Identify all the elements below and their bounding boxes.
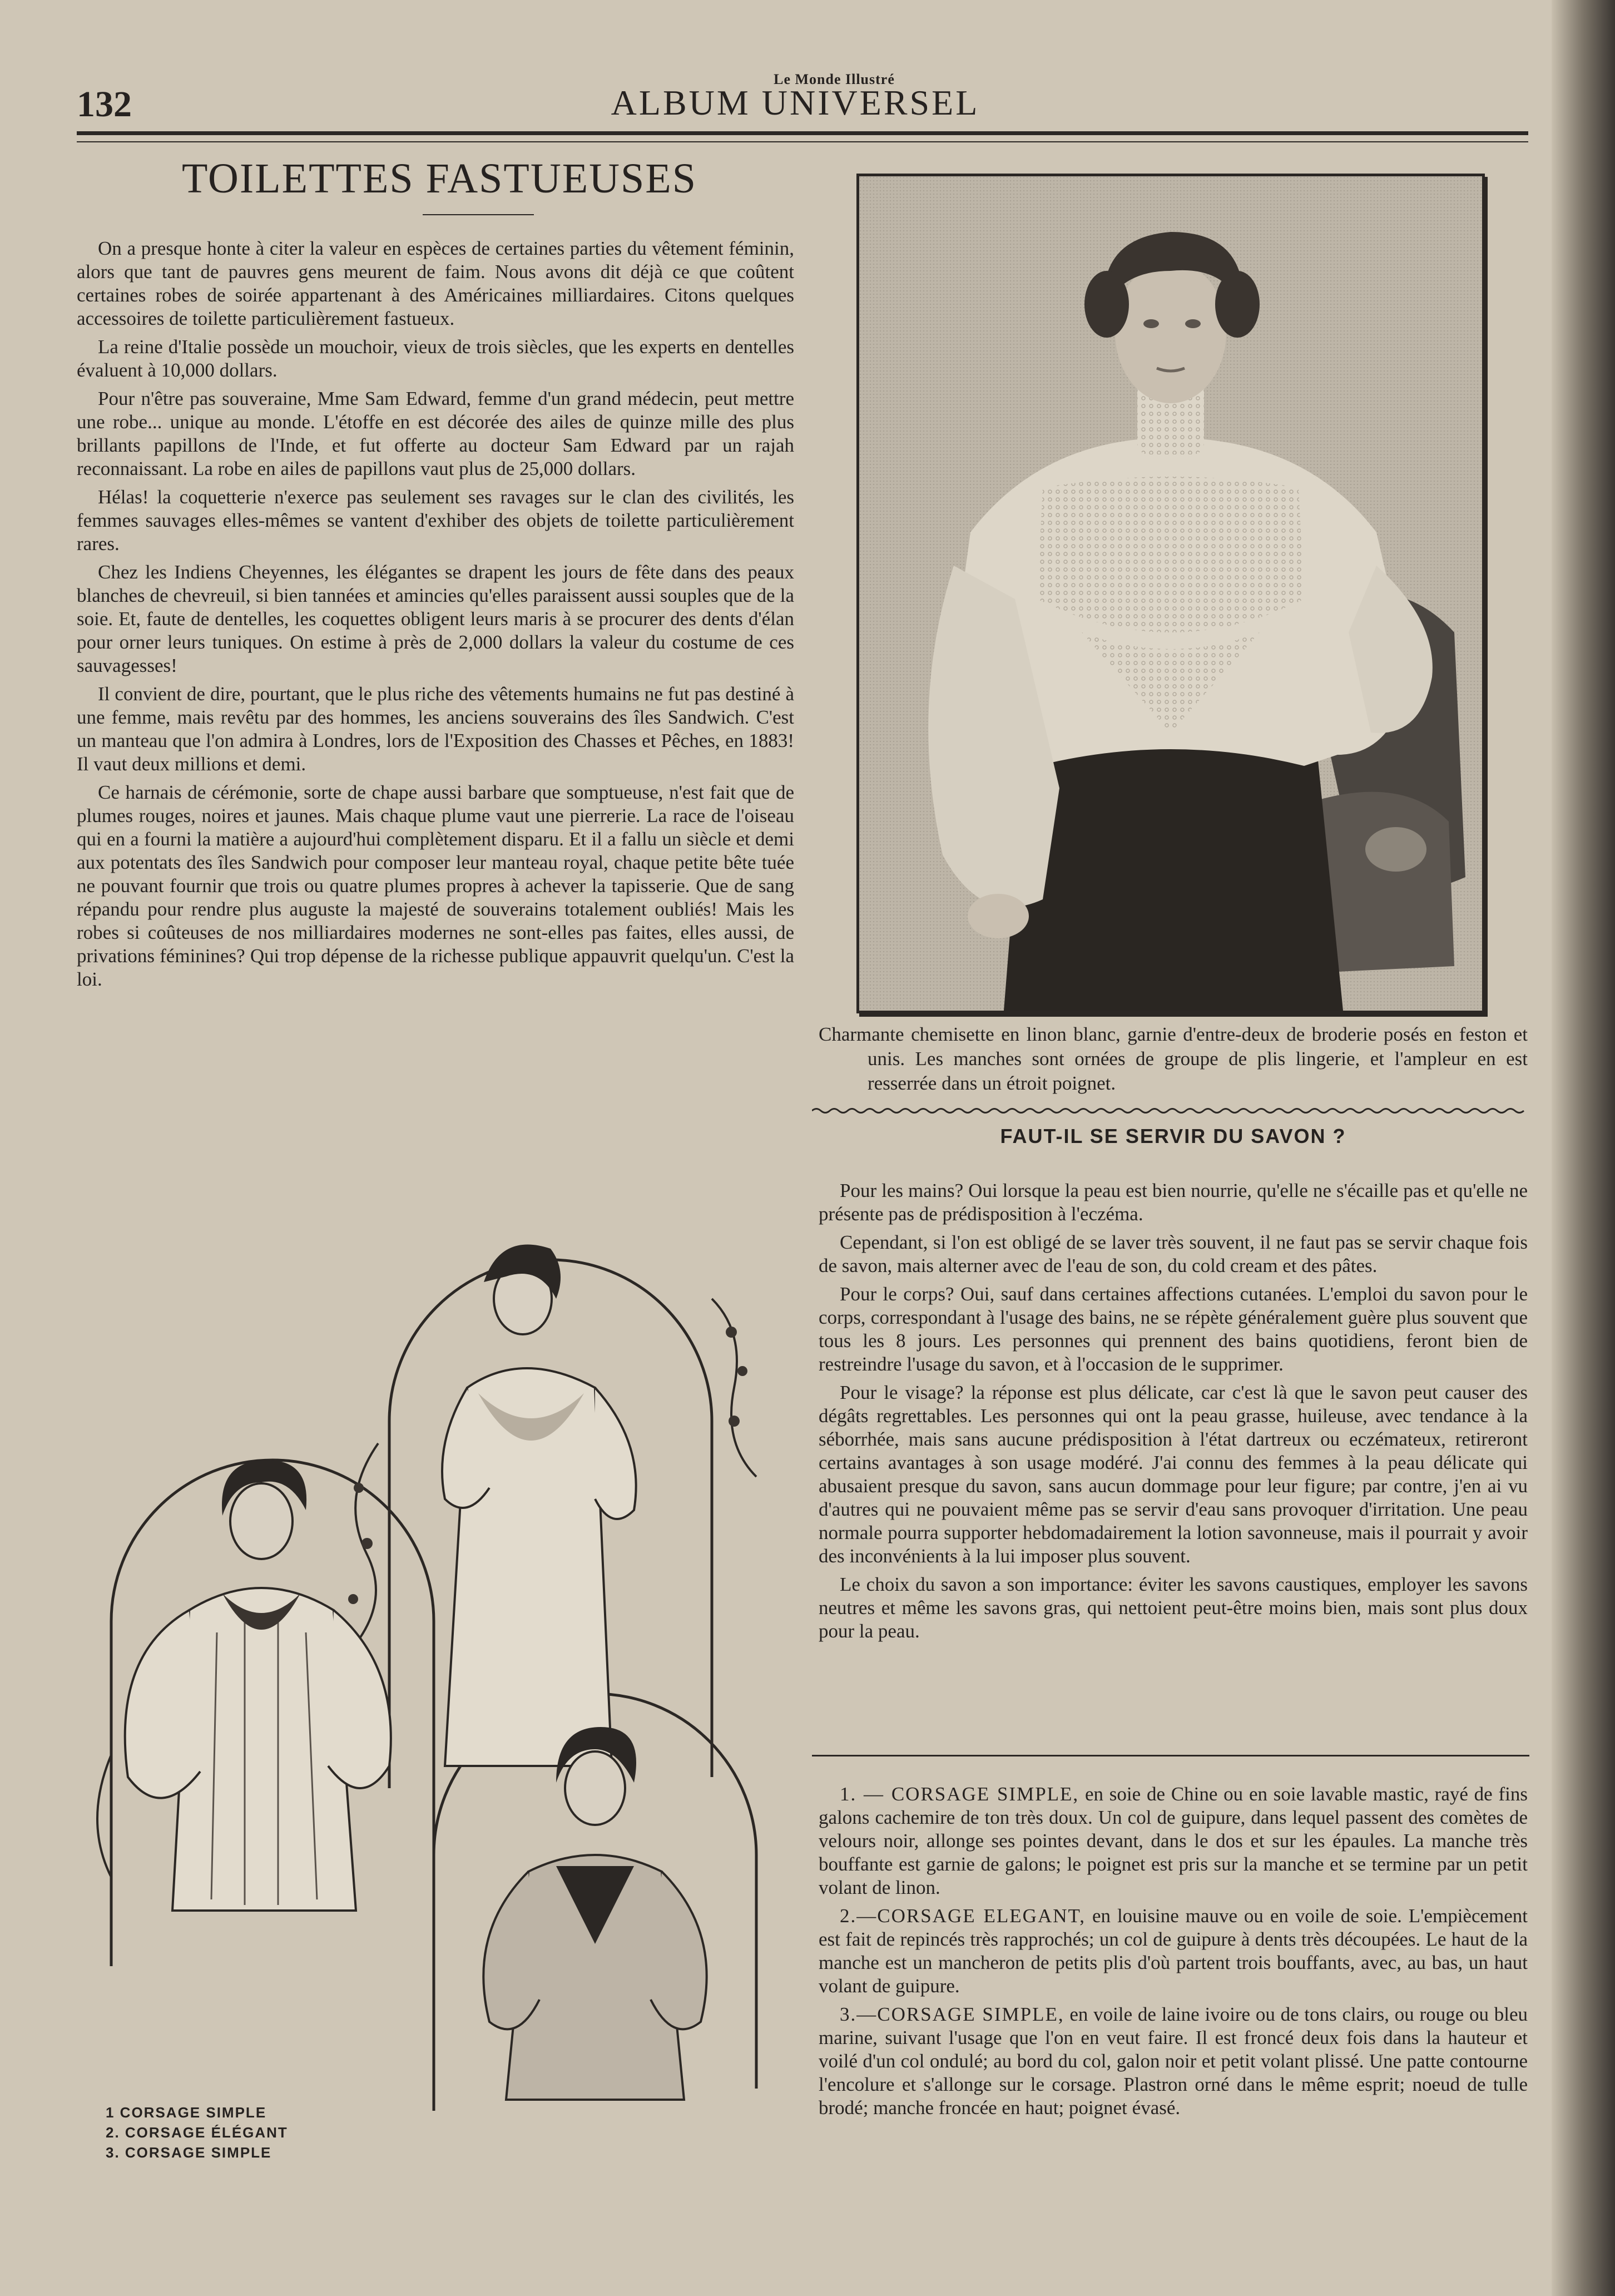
masthead-subtitle: Le Monde Illustré [774, 71, 895, 87]
fashion-illustration [78, 1132, 801, 2111]
section-divider [812, 1755, 1529, 1756]
title-underline [423, 214, 534, 215]
wavy-divider [812, 1107, 1529, 1115]
illustration-legend [106, 2102, 288, 2163]
savon-body [819, 1179, 1528, 1648]
header-rule-thin [77, 141, 1528, 142]
article-paragraph: Hélas! la coquetterie n'exerce pas seulement ses ravages sur le clan des civilités, les femmes sauvages elles-mêmes se vantent d'exhiber des objets de toilette particulièrement rares. [77, 486, 794, 555]
article-paragraph: Il convient de dire, pourtant, que le plus riche des vêtements humains ne fut pas destiné à une femme, mais revêtu par des hommes, les anciens souverains des îles Sandwich. C'est un manteau que l'on admira à Londres, lors de l'Exposition des Chasses et Pêches, en 1883! Il vaut deux millions et demi. [77, 683, 794, 775]
figure-corsage-1 [125, 1460, 391, 1911]
article-body [77, 237, 794, 996]
legend-item: 2. CORSAGE ÉLÉGANT [106, 2124, 288, 2141]
photo-caption-text: Charmante chemisette en linon blanc, garnie d'entre-deux de broderie posés en feston et unis. Les manches sont ornées de groupe de plis lingerie, et l'ampleur en est resserrée dans un étroit poignet. [819, 1023, 1528, 1094]
portrait-photo-image [859, 176, 1482, 1011]
portrait-photo [856, 174, 1485, 1013]
photo-caption [819, 1022, 1528, 1096]
article-paragraph: On a presque honte à citer la valeur en espèces de certaines parties du vêtement féminin, alors que tant de pauvres gens meurent de faim. Nous avons dit déjà ce que coûtent certaines robes de soirée appartenant à des Américaines milliardaires. Citons quelques accessoires de toilette particulièrement fastueux. [77, 237, 794, 329]
savon-paragraph: Pour le visage? la réponse est plus délicate, car c'est là que le savon peut causer des dégâts regrettables. Les personnes qui ont la peau grasse, huileuse, avec tendance à la séborrhée, mais sans aucune prédisposition à l'état dartreux ou eczémateux, retireront certains avantages à son usage modéré. J'ai connu des femmes à la peau délicate qui abusaient presque du savon, sans aucun dommage pour leur figure; par contre, j'en ai vu d'autres qui ne pouvaient même pas se servir d'eau sans provoquer d'irritation. Une peau normale pourra supporter hebdomadairement la lotion savonneuse, mais il pourrait y avoir des inconvénients à la lui imposer plus souvent. [819, 1382, 1528, 1567]
corsage-lead: 3.—CORSAGE SIMPLE, [840, 2003, 1064, 2025]
figure-corsage-3 [483, 1727, 706, 2100]
savon-paragraph: Pour le corps? Oui, sauf dans certaines affections cutanées. L'emploi du savon pour le corps, correspondant à l'usage des bains, ne se répète généralement guère plus souvent que tous les 8 jours. Les personnes qui prennent des bains quotidiens, feront bien de restreindre l'usage du savon, et à l'occasion de le supprimer. [819, 1283, 1528, 1375]
corsage-text: en louisine mauve ou en voile de soie. L'empiècement est fait de repincés très rapprochés; un col de guipure à dents très découpées. Le haut de la manche est un mancheron de petits plis d'où partent trois bouffants, avec, au bas, un haut volant de guipure. [819, 1905, 1528, 1997]
corsage-description [819, 1904, 1528, 1998]
corsage-lead: 1. — CORSAGE SIMPLE, [840, 1783, 1079, 1805]
corsages-body [819, 1783, 1528, 2125]
corsage-text: en voile de laine ivoire ou de tons clairs, ou rouge ou bleu marine, suivant l'usage que l'on en veut faire. Il est froncé deux fois dans la hauteur et voilé d'un col ondulé; au bord du col, galon noir et petit volant plissé. Une patte contourne l'encolure et s'allonge sur le corsage. Plastron orné dans le même esprit; noeud de tulle brodé; manche froncée en haut; poignet évasé. [819, 2003, 1528, 2119]
legend-item: 3. CORSAGE SIMPLE [106, 2144, 272, 2161]
corsage-description [819, 1783, 1528, 1899]
page-gutter-shadow [1552, 0, 1615, 2296]
legend-item: 1 CORSAGE SIMPLE [106, 2104, 267, 2121]
article-paragraph: Chez les Indiens Cheyennes, les élégantes se drapent les jours de fête dans des peaux blanches de chevreuil, si bien tannées et amincies qu'elles paraissent aussi souples que de la soie. Et, faute de dentelles, les coquettes obligent leurs maris à se procurer des dents d'élan pour orner leurs tuniques. On estime à près de 2,000 dollars la valeur du costume de ces sauvagesses! [77, 561, 794, 676]
article-paragraph: La reine d'Italie possède un mouchoir, vieux de trois siècles, que les experts en dentelles évaluent à 10,000 dollars. [77, 336, 794, 381]
savon-paragraph: Le choix du savon a son importance: éviter les savons caustiques, employer les savons neutres et même les savons gras, qui nettoient peut-être moins bien, mais sont plus doux pour la peau. [819, 1573, 1528, 1642]
savon-paragraph: Pour les mains? Oui lorsque la peau est bien nourrie, qu'elle ne s'écaille pas et qu'elle ne présente pas de prédisposition à l'eczéma. [819, 1180, 1528, 1225]
page-number: 132 [77, 84, 132, 125]
article-paragraph: Ce harnais de cérémonie, sorte de chape aussi barbare que somptueuse, n'est fait que de plumes rouges, noires et jaunes. Mais chaque plume vaut une pierrerie. La race de l'oiseau qui en a fourni la matière a aujourd'hui complètement disparu. Et il a fallu un siècle et demi aux potentats des îles Sandwich pour composer leur manteau royal, chaque petite bête tuée ne pouvant fournir que trois ou quatre plumes propres à achever la tapisserie. Que de sang répandu pour rendre plus auguste la majesté de souverains totalement oubliés! Mais les robes si coûteuses de nos milliardaires modernes ne sont-elles pas faites, elles aussi, de privations féminines? Qui trop dépense de la richesse publique appauvrit quelqu'un. C'est la loi. [77, 781, 794, 990]
corsage-lead: 2.—CORSAGE ELEGANT, [840, 1905, 1086, 1927]
header-rule [77, 131, 1528, 135]
article-paragraph: Pour n'être pas souveraine, Mme Sam Edward, femme d'un grand médecin, peut mettre une robe... unique au monde. L'étoffe en est décorée des ailes de quinze mille des plus brillants papillons de l'Inde, et fut offerte au docteur Sam Edward par un rajah reconnaissant. La robe en ailes de papillons vaut plus de 25,000 dollars. [77, 388, 794, 479]
savon-paragraph: Cependant, si l'on est obligé de se laver très souvent, il ne faut pas se servir chaque fois de savon, mais alterner avec de l'eau de son, du cold cream et des pâtes. [819, 1231, 1528, 1276]
figure-corsage-2 [442, 1245, 636, 1766]
corsage-text: en soie de Chine ou en soie lavable mastic, rayé de fins galons cachemire de ton très doux. Un col de guipure, dans lequel passent des comètes de velours noir, allonge ses pointes devant, dans le dos et sur les épaules. La manche très bouffante est garnie de galons; le poignet est pris sur la manche et se termine par un petit volant de linon. [819, 1783, 1528, 1898]
masthead-title: ALBUM UNIVERSEL [611, 83, 980, 122]
corsage-description [819, 2003, 1528, 2120]
article-title: TOILETTES FASTUEUSES [182, 155, 697, 202]
savon-title: FAUT-IL SE SERVIR DU SAVON ? [1000, 1125, 1346, 1147]
